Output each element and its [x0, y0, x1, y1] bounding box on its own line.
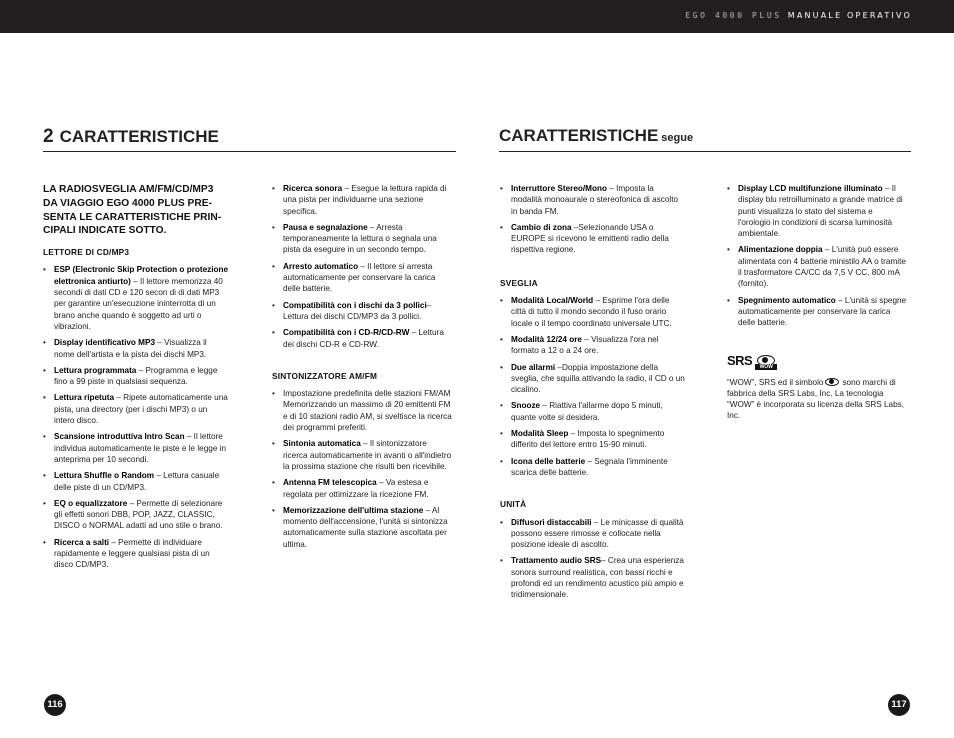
feature-description: – Permette di individuare rapidamente e leggere qualsiasi pista di un disco CD/MP3.	[54, 537, 210, 570]
alarm-feature-list	[500, 295, 686, 478]
feature-term: Alimentazione doppia	[738, 245, 823, 255]
list-item	[272, 327, 452, 350]
page-number-right: 117	[888, 694, 910, 716]
list-item	[43, 537, 229, 571]
feature-description: – Visualizza il nome dell'artista e la pista dei dischi MP3.	[54, 338, 207, 359]
list-item	[727, 183, 907, 239]
feature-term: Cambio di zona	[511, 222, 572, 232]
list-item	[500, 555, 686, 600]
feature-description: – Va estesa e regolata per ottimizzare la ricezione FM.	[283, 478, 429, 499]
feature-term: Modalità 12/24 ore	[511, 334, 582, 344]
feature-term: Arresto automatico	[283, 261, 359, 271]
feature-description: – Crea una esperienza sonora surround realistica, con bassi ricchi e profondi ed un rendimento acustico più ampio e tridimensionale.	[511, 556, 684, 600]
feature-term: Sintonia automatica	[283, 439, 361, 449]
feature-description: – Esprime l'ora delle città di tutto il mondo secondo il fuso orario locale o il tempo coordinato universale UTC.	[511, 296, 672, 328]
feature-description: – Visualizza l'ora nel formato a 12 o a 24 ore.	[511, 334, 659, 356]
header-bar	[0, 0, 954, 33]
feature-description: – Al momento dell'accensione, l'unità si sintonizza automaticamente sulla stazione ascoltata per ultima.	[283, 505, 448, 549]
feature-description: – Lettura dei dischi CD/MP3 da 3 pollici.	[283, 300, 432, 321]
feature-description: – L'unità si spegne automaticamente per conservare la carica delle batterie.	[738, 295, 907, 328]
page-number-left: 116	[44, 694, 66, 716]
feature-description: –Doppia impostazione della sveglia, che squilla attivando la radio, il CD o un cicalino.	[511, 362, 685, 395]
list-item	[272, 438, 452, 472]
feature-term: Spegnimento automatico	[738, 295, 836, 305]
feature-description: – Il lettore memorizza 40 secondi di dati CD e 120 secon di di dati MP3 per garantire un'esecuzione ininterrotta di un brano anche quando è soggetto ad urti o vibrazioni.	[54, 276, 223, 331]
list-item	[272, 505, 452, 550]
feature-term: Modalità Local/World	[511, 296, 594, 306]
list-item	[272, 300, 452, 323]
feature-description: – Segnala l'imminente scarica delle batterie.	[511, 456, 668, 477]
feature-description: – Il sintonizzatore ricerca automaticamente in avanti o all'indietro la prossima stazione che risulti ben ricevibile.	[283, 439, 452, 471]
feature-description: –Selezionando USA o EUROPE si ricevono le emittenti radio della rispettiva regione.	[511, 222, 669, 255]
feature-term: Lettura ripetuta	[54, 393, 115, 403]
alarm-heading: SVEGLIA	[500, 277, 538, 288]
feature-term: Lettura programmata	[54, 365, 137, 375]
feature-description: – Il lettore individua automaticamente le piste e le legge in anteprima per 10 secondi.	[54, 432, 227, 464]
tuner-feature-list-cont	[500, 183, 686, 256]
cd-feature-list-cont	[272, 183, 452, 350]
unit-feature-list	[500, 517, 686, 601]
feature-term: EQ o equalizzatore	[54, 498, 128, 508]
feature-term: Snooze	[511, 401, 541, 411]
feature-description: – Il lettore si arresta automaticamente per conservare la carica delle batterie.	[283, 261, 436, 294]
srs-inline-symbol-icon	[825, 378, 840, 386]
feature-description: Impostazione predefinita delle stazioni FM/AM Memorizzando un massimo di 20 emittenti FM e di 10 stazioni radio AM, si sveltisce la ricerca dei programmi preferiti.	[283, 389, 452, 433]
feature-description: – Lettura dei dischi CD-R e CD-RW.	[283, 328, 444, 349]
list-item	[43, 470, 229, 493]
list-item	[500, 517, 686, 551]
feature-description: – Lettura casuale delle piste di un CD/MP3.	[54, 471, 220, 492]
header-brand: EGO 4000 PLUS	[685, 11, 782, 20]
running-header	[685, 11, 912, 20]
feature-term: Icona delle batterie	[511, 456, 586, 466]
unit-feature-list-cont	[727, 183, 907, 329]
list-item	[272, 222, 452, 256]
section-number: 2	[43, 126, 54, 147]
feature-term: Display identificativo MP3	[54, 338, 156, 348]
left-title-rule	[43, 151, 456, 152]
feature-description: – Permette di selezionare gli effetti sonori DBB, POP, JAZZ, CLASSIC, DISCO o NORMAL adatti ad uno stile o brano.	[54, 498, 223, 531]
list-item	[43, 365, 229, 388]
srs-wow-logo	[727, 354, 777, 368]
srs-note-before: “WOW”, SRS ed il simbolo	[727, 377, 824, 387]
list-item	[500, 362, 686, 396]
list-item	[272, 477, 452, 500]
cd-heading: LETTORE DI CD/MP3	[43, 247, 130, 258]
list-item	[500, 400, 686, 423]
list-item	[500, 222, 686, 256]
list-item	[272, 261, 452, 295]
list-item	[500, 295, 686, 329]
feature-description: – Imposta lo spegnimento differito del lettore entro 15-90 minuti.	[511, 429, 665, 450]
feature-term: Antenna FM telescopica	[283, 478, 377, 488]
feature-term: Diffusori distaccabili	[511, 517, 592, 527]
srs-symbol-icon	[755, 354, 777, 368]
feature-term: Due allarmi	[511, 362, 556, 372]
feature-description: – L'unità può essere alimentata con 4 batterie ministilo AA o tramite il trasformatore CA/CC da 7,5 V CC, 800 mA (fornito).	[738, 245, 906, 289]
right-column-2	[727, 183, 907, 422]
list-item	[500, 183, 686, 217]
feature-term: Pausa e segnalazione	[283, 222, 368, 232]
srs-trademark-note	[727, 377, 907, 422]
tuner-heading: SINTONIZZATORE AM/FM	[272, 370, 378, 381]
cd-feature-list	[43, 264, 229, 570]
srs-note-after: sono marchi di fabbrica della SRS Labs, Inc. La tecnologia “WOW” è incorporata su licenza della SRS Labs, Inc.	[727, 377, 905, 421]
right-section-title	[499, 126, 693, 146]
left-section-title	[43, 126, 219, 148]
feature-term: Lettura Shuffle o Random	[54, 471, 155, 481]
list-item	[43, 337, 229, 360]
left-column-2	[272, 183, 452, 555]
feature-description: – Le minicasse di qualità possono essere rimosse e collocate nella posizione ideale di ascolto.	[511, 517, 684, 550]
feature-term: Trattamento audio SRS	[511, 556, 602, 566]
feature-description: – Esegue la lettura rapida di una pista per individuarne una sezione specifica.	[283, 184, 447, 216]
section-title-text: CARATTERISTICHE	[499, 126, 659, 145]
list-item	[500, 456, 686, 479]
list-item	[500, 428, 686, 451]
feature-term: Compatibilità con i CD-R/CD-RW	[283, 328, 410, 338]
list-item	[43, 392, 229, 426]
feature-description: – Arresta temporaneamente la lettura o segnala una pista da eseguire in un secondo tempo.	[283, 222, 437, 255]
feature-description: – Ripete automaticamente una pista, una directory (per i dischi MP3) o un intero disco.	[54, 393, 228, 426]
header-doc-title: MANUALE OPERATIVO	[787, 11, 912, 20]
list-item	[500, 334, 686, 357]
left-column-1	[43, 183, 229, 576]
feature-term: Compatibilità con i dischi da 3 pollici	[283, 300, 427, 310]
feature-description: – Imposta la modalità monoaurale o stereofonica di ascolto in banda FM.	[511, 184, 679, 216]
list-item	[272, 183, 452, 217]
right-title-rule	[499, 151, 911, 152]
feature-term: Memorizzazione dell'ultima stazione	[283, 505, 424, 515]
feature-description: – Riattiva l'allarme dopo 5 minuti, quante volte si desidera.	[511, 401, 663, 422]
feature-term: Scansione introduttiva Intro Scan	[54, 432, 185, 442]
list-item	[272, 388, 452, 433]
feature-description: – Programma e legge fino a 99 piste in qualsiasi sequenza.	[54, 365, 218, 387]
feature-description: – Il display blu retroilluminato a grande matrice di punti visualizza lo stato del sistema e l'orologio in condizioni di scarsa luminosità ambientale.	[738, 184, 903, 239]
feature-term: ESP (Electronic Skip Protection o protezione elettronica antiurto)	[54, 265, 229, 286]
unit-heading: UNITÀ	[500, 499, 527, 510]
list-item	[727, 244, 907, 289]
feature-term: Ricerca a salti	[54, 537, 110, 547]
feature-term: Interruttore Stereo/Mono	[511, 184, 607, 193]
feature-term: Display LCD multifunzione illuminato	[738, 184, 883, 193]
feature-term: Modalità Sleep	[511, 429, 569, 439]
list-item	[43, 498, 229, 532]
tuner-feature-list	[272, 388, 452, 550]
section-title-text: CARATTERISTICHE	[59, 127, 219, 146]
list-item	[43, 264, 229, 332]
feature-term: Ricerca sonora	[283, 184, 343, 193]
wow-badge: WOW	[755, 364, 777, 370]
title-suffix: segue	[661, 132, 694, 144]
list-item	[727, 295, 907, 329]
right-column-1	[500, 183, 686, 606]
list-item	[43, 431, 229, 465]
srs-logo-letters: SRS	[727, 352, 753, 368]
intro-text: LA RADIOSVEGLIA AM/FM/CD/MP3 DA VIAGGIO EGO 4000 PLUS PRE-SENTA LE CARATTERISTICHE PRIN-CIPALI INDICATE SOTTO.	[43, 184, 222, 237]
